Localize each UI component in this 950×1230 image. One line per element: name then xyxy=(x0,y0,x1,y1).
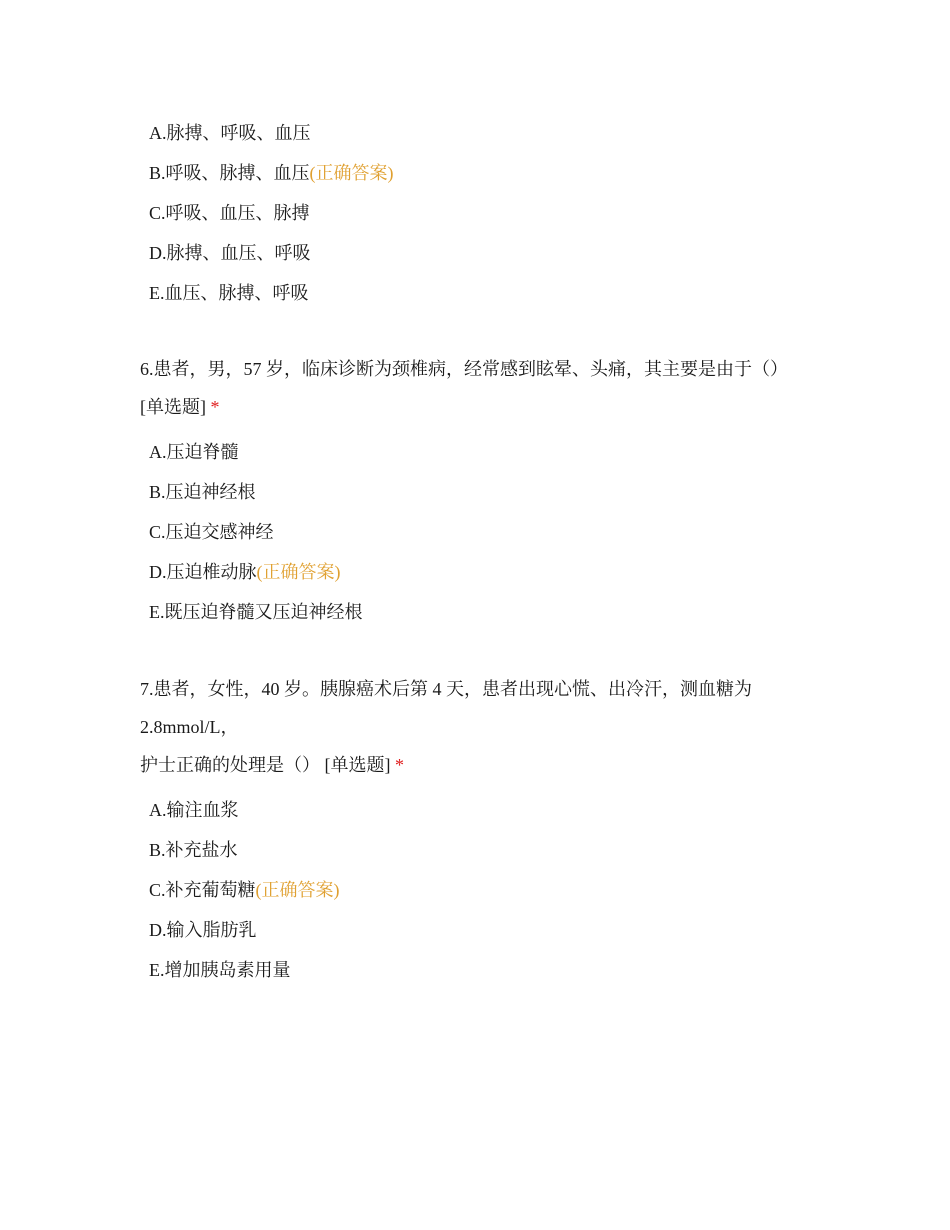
q7-stem-line1 xyxy=(140,677,752,701)
q7-stem-line3 xyxy=(140,753,404,777)
option-text: B.补充盐水 xyxy=(149,840,238,860)
option-text: E.增加胰岛素用量 xyxy=(149,960,291,980)
q6-stem-line1 xyxy=(140,357,788,381)
option-text: E.既压迫脊髓又压迫神经根 xyxy=(149,602,363,622)
q6-option-b xyxy=(149,480,256,504)
correct-answer-marker: (正确答案) xyxy=(256,562,341,582)
question-text: 7.患者，女性，40 岁。胰腺癌术后第 4 天，患者出现心慌、出冷汗，测血糖为 xyxy=(140,679,752,699)
q7-option-c xyxy=(149,878,340,902)
q5-option-e xyxy=(149,281,309,305)
correct-answer-marker: (正确答案) xyxy=(255,880,340,900)
q6-option-d xyxy=(149,560,341,584)
option-text: A.脉搏、呼吸、血压 xyxy=(149,123,311,143)
option-text: B.压迫神经根 xyxy=(149,482,256,502)
q5-option-a xyxy=(149,121,311,145)
option-text: D.输入脂肪乳 xyxy=(149,920,257,940)
q7-stem-line2 xyxy=(140,715,239,739)
q5-option-b xyxy=(149,161,394,185)
q7-option-a xyxy=(149,798,239,822)
option-text: C.呼吸、血压、脉搏 xyxy=(149,203,310,223)
q5-option-d xyxy=(149,241,311,265)
q6-option-e xyxy=(149,600,363,624)
question-text: 护士正确的处理是（） [单选题] xyxy=(140,755,391,775)
q6-stem-line2 xyxy=(140,395,220,419)
option-text: D.压迫椎动脉 xyxy=(149,562,257,582)
q7-option-d xyxy=(149,918,257,942)
option-text: C.补充葡萄糖 xyxy=(149,880,256,900)
q7-option-b xyxy=(149,838,238,862)
option-text: E.血压、脉搏、呼吸 xyxy=(149,283,309,303)
option-text: D.脉搏、血压、呼吸 xyxy=(149,243,311,263)
correct-answer-marker: (正确答案) xyxy=(309,163,394,183)
question-text: 6.患者，男，57 岁，临床诊断为颈椎病，经常感到眩晕、头痛，其主要是由于（） xyxy=(140,359,788,379)
q7-option-e xyxy=(149,958,291,982)
q6-option-a xyxy=(149,440,239,464)
q5-option-c xyxy=(149,201,310,225)
question-text: 2.8mmol/L， xyxy=(140,717,239,737)
required-marker: * xyxy=(210,397,220,417)
option-text: B.呼吸、脉搏、血压 xyxy=(149,163,310,183)
option-text: A.压迫脊髓 xyxy=(149,442,239,462)
option-text: C.压迫交感神经 xyxy=(149,522,274,542)
option-text: A.输注血浆 xyxy=(149,800,239,820)
question-type: [单选题] xyxy=(140,397,206,417)
q6-option-c xyxy=(149,520,274,544)
required-marker: * xyxy=(395,755,404,775)
